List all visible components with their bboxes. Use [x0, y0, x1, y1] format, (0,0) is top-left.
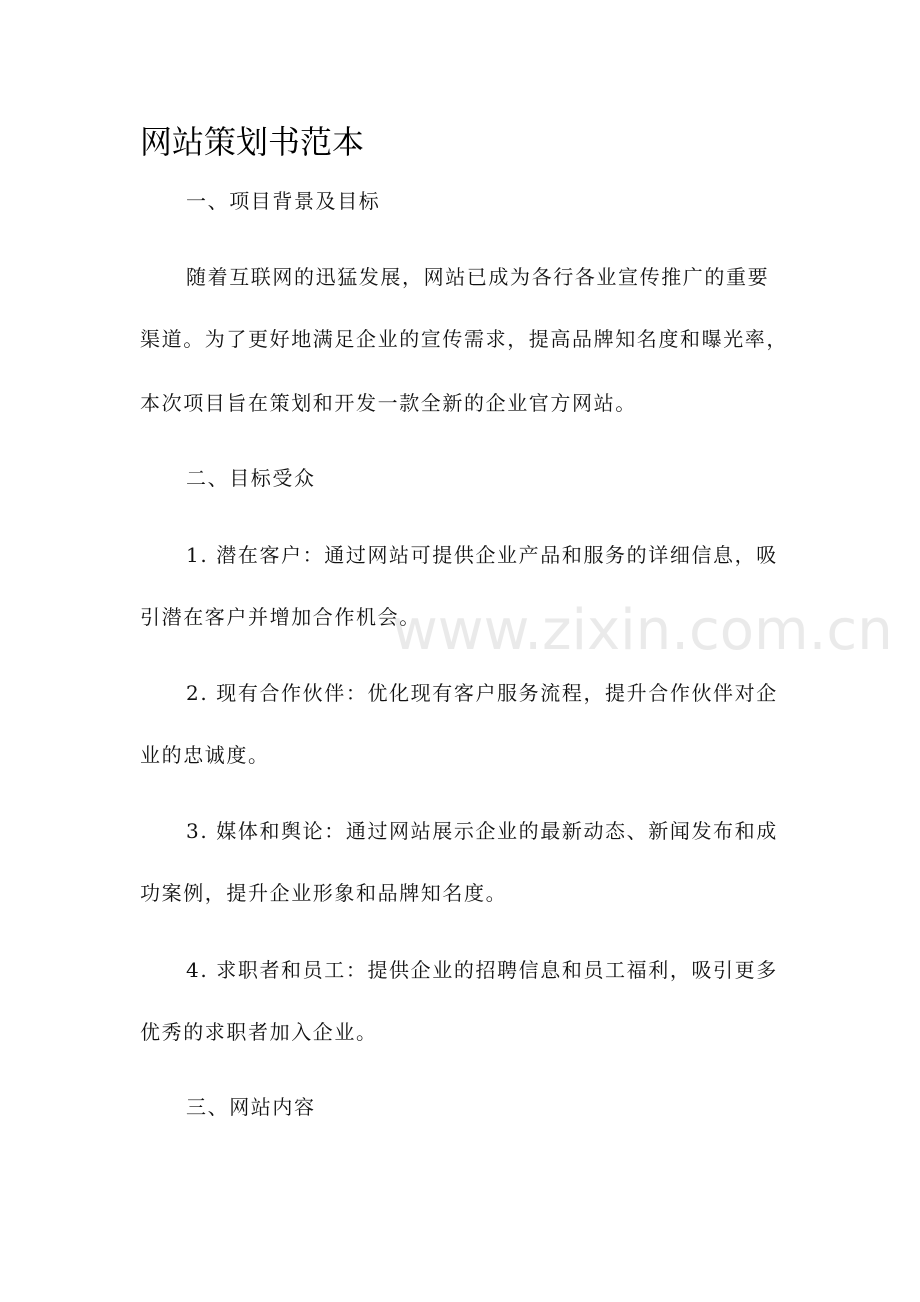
paragraph-line: 随着互联网的迅猛发展，网站已成为各行各业宣传推广的重要: [186, 265, 770, 289]
section-heading-1: 一、项目背景及目标: [186, 189, 381, 213]
document-title: 网站策划书范本: [140, 123, 365, 161]
list-item-line: 引潜在客户并增加合作机会。: [140, 605, 421, 629]
section-heading-2: 二、目标受众: [186, 466, 316, 490]
section-heading-3: 三、网站内容: [186, 1095, 316, 1119]
paragraph-line: 渠道。为了更好地满足企业的宣传需求，提高品牌知名度和曝光率，: [140, 327, 788, 351]
list-item-line: 优秀的求职者加入企业。: [140, 1020, 378, 1044]
list-item-line: 业的忠诚度。: [140, 743, 270, 767]
paragraph-line: 本次项目旨在策划和开发一款全新的企业官方网站。: [140, 391, 637, 415]
list-item-line: 4. 求职者和员工：提供企业的招聘信息和员工福利，吸引更多: [186, 958, 778, 982]
list-item-line: 1. 潜在客户：通过网站可提供企业产品和服务的详细信息，吸: [186, 543, 778, 567]
list-item-line: 功案例，提升企业形象和品牌知名度。: [140, 881, 508, 905]
watermark-text: www.zixin.com.cn: [392, 598, 893, 663]
list-item-line: 3. 媒体和舆论：通过网站展示企业的最新动态、新闻发布和成: [186, 819, 778, 843]
list-item-line: 2. 现有合作伙伴：优化现有客户服务流程，提升合作伙伴对企: [186, 681, 778, 705]
